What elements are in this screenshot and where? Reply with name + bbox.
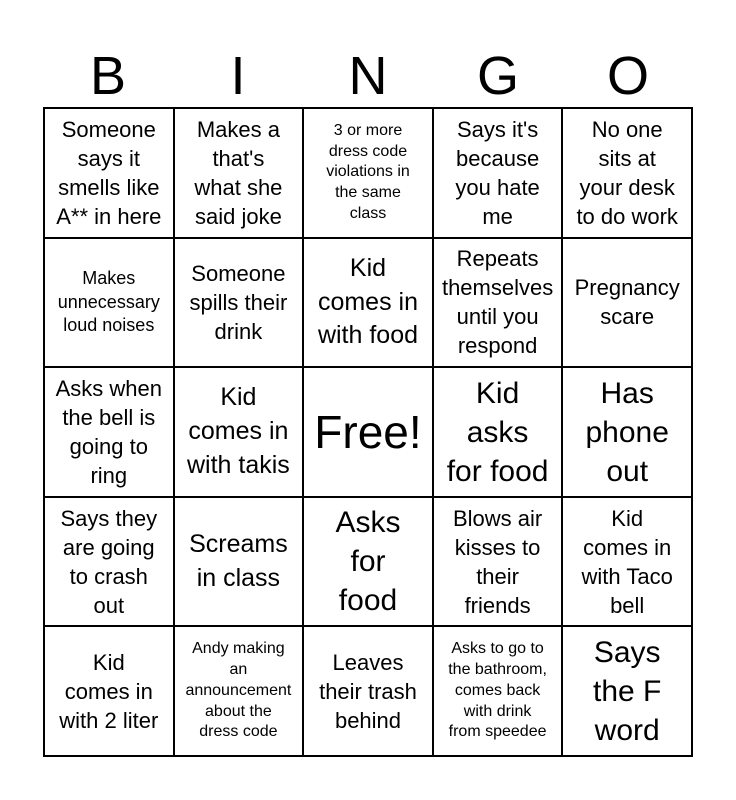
cell-text: Says they are going to crash out bbox=[60, 505, 158, 618]
bingo-cell-r3-c5[interactable] bbox=[562, 367, 692, 497]
bingo-cell-free[interactable] bbox=[303, 367, 433, 497]
cell-text: Kid comes in with Taco bell bbox=[581, 505, 673, 618]
cell-text: Asks when the bell is going to ring bbox=[55, 375, 162, 489]
cell-text: Blows air kisses to their friends bbox=[452, 505, 543, 618]
bingo-cell-r4-c2[interactable] bbox=[174, 497, 304, 627]
bingo-board bbox=[43, 107, 693, 757]
cell-text: Says the F word bbox=[593, 635, 662, 747]
bingo-cell-r5-c5[interactable] bbox=[562, 626, 692, 756]
header-letter-g: G bbox=[476, 46, 519, 106]
cell-text: Leaves their trash behind bbox=[319, 649, 417, 733]
cell-text: Screams in class bbox=[189, 529, 288, 592]
header-letter-o: O bbox=[606, 46, 649, 106]
cell-text: Has phone out bbox=[585, 376, 669, 488]
bingo-cell-r1-c5[interactable] bbox=[562, 108, 692, 238]
cell-text: Repeats themselves until you respond bbox=[441, 246, 554, 359]
bingo-cell-r1-c1[interactable] bbox=[44, 108, 174, 238]
cell-text: Pregnancy scare bbox=[574, 275, 680, 330]
bingo-cell-r4-c4[interactable] bbox=[433, 497, 563, 627]
bingo-cell-r3-c4[interactable] bbox=[433, 367, 563, 497]
bingo-cell-r3-c2[interactable] bbox=[174, 367, 304, 497]
cell-text: Kid asks for food bbox=[446, 376, 549, 488]
cell-text: Kid comes in with takis bbox=[186, 383, 290, 479]
bingo-cell-r2-c2[interactable] bbox=[174, 238, 304, 368]
bingo-cell-r5-c2[interactable] bbox=[174, 626, 304, 756]
bingo-cell-r2-c3[interactable] bbox=[303, 238, 433, 368]
bingo-cell-r2-c5[interactable] bbox=[562, 238, 692, 368]
cell-text: Andy making an announcement about the dress code bbox=[185, 640, 292, 741]
bingo-cell-r5-c1[interactable] bbox=[44, 626, 174, 756]
header-letter-b: B bbox=[89, 46, 127, 106]
header-letter-n: N bbox=[348, 46, 388, 106]
cell-text: Makes unnecessary loud noises bbox=[57, 268, 160, 336]
bingo-cell-r1-c3[interactable] bbox=[303, 108, 433, 238]
bingo-cell-r5-c3[interactable] bbox=[303, 626, 433, 756]
bingo-cell-r2-c1[interactable] bbox=[44, 238, 174, 368]
bingo-cell-r4-c1[interactable] bbox=[44, 497, 174, 627]
bingo-cell-r3-c1[interactable] bbox=[44, 367, 174, 497]
bingo-cell-r1-c4[interactable] bbox=[433, 108, 563, 238]
cell-text: Makes a that's what she said joke bbox=[194, 116, 283, 229]
bingo-cell-r4-c3[interactable] bbox=[303, 497, 433, 627]
bingo-cell-r4-c5[interactable] bbox=[562, 497, 692, 627]
bingo-cell-r1-c2[interactable] bbox=[174, 108, 304, 238]
cell-text: Asks to go to the bathroom, comes back with drink from speedee bbox=[448, 640, 547, 741]
cell-text: Kid comes in with food bbox=[317, 253, 419, 350]
cell-text: Kid comes in with 2 liter bbox=[59, 649, 159, 733]
bingo-cell-r5-c4[interactable] bbox=[433, 626, 563, 756]
cell-text: Someone says it smells like A** in here bbox=[56, 116, 162, 229]
cell-text: No one sits at your desk to do work bbox=[576, 116, 678, 229]
bingo-header bbox=[43, 44, 693, 108]
bingo-cell-r2-c4[interactable] bbox=[433, 238, 563, 368]
cell-text: Asks for food bbox=[335, 506, 401, 618]
cell-text: Says it's because you hate me bbox=[455, 116, 540, 229]
cell-text: Someone spills their drink bbox=[189, 260, 288, 344]
free-space-text: Free! bbox=[314, 405, 422, 458]
cell-text: 3 or more dress code violations in the same class bbox=[326, 121, 410, 222]
header-letter-i: I bbox=[230, 46, 246, 106]
